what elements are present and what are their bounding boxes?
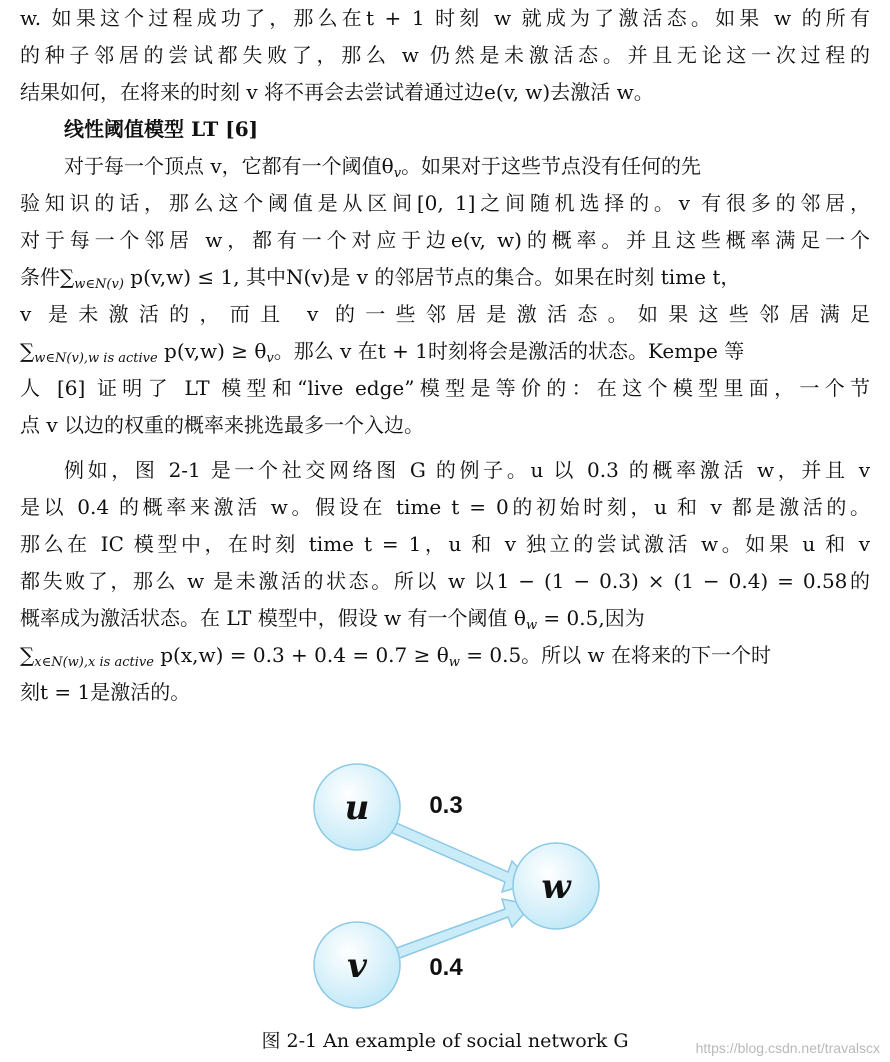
social-network-figure bbox=[300, 755, 620, 1025]
p2-line-4: 条件$\sum_{w\in N(v)}$ p(v,w) ≤ 1, 其中N(v)是 v 的邻居节点的集合。如果在时刻 time t， bbox=[20, 265, 741, 292]
p3-line-4: 都失败了，那么 w 是未激活的状态。所以 w 以1 − (1 − 0.3) × (1 − 0.4) = 0.58的 bbox=[20, 569, 870, 593]
network-graph bbox=[300, 755, 620, 1025]
node-u-label: u bbox=[344, 788, 370, 828]
node-v-label: v bbox=[347, 946, 367, 986]
edge-arrow-u-w bbox=[388, 821, 532, 892]
p3-line-1: 例如，图 2-1 是一个社交网络图 G 的例子。u 以 0.3 的概率激活 w，并且 v bbox=[64, 458, 870, 482]
edge-weight-u-w: 0.3 bbox=[429, 792, 463, 819]
p2-line-8: 点 v 以边的权重的概率来挑选最多一个入边。 bbox=[20, 413, 425, 437]
edge-weight-v-w: 0.4 bbox=[429, 954, 463, 981]
p2-line-7: 人 [6] 证明了 LT 模型和“live edge”模型是等价的：在这个模型里面，一个节 bbox=[20, 376, 870, 400]
node-w-label: w bbox=[541, 867, 571, 907]
p3-line-2: 是以 0.4 的概率来激活 w。假设在 time t = 0的初始时刻，u 和 v 都是激活的。 bbox=[20, 495, 870, 519]
p2-line-2: 验知识的话，那么这个阈值是从区间[0, 1]之间随机选择的。v 有很多的邻居， bbox=[20, 191, 870, 215]
edge-arrow-v-w bbox=[388, 899, 532, 961]
figure-caption: 图 2-1 An example of social network G bbox=[261, 1030, 629, 1052]
p2-line-6: $\sum_{w\in N(v),w is active}$ $p(v,w) \ge \theta_v$。那么 v 在t + 1时刻将会是激活的状态。Kempe 等 bbox=[20, 339, 745, 366]
watermark-url: https://blog.csdn.net/travalscx bbox=[695, 1040, 880, 1056]
p3-line-7: 刻t = 1是激活的。 bbox=[20, 680, 191, 704]
p1-line-1: w. 如果这个过程成功了，那么在t + 1 时刻 w 就成为了激活态。如果 w 的所有 bbox=[20, 6, 870, 30]
p1-line-2: 的种子邻居的尝试都失败了，那么 w 仍然是未激活态。并且无论这一次过程的 bbox=[20, 43, 870, 67]
p3-line-5: 概率成为激活状态。在 LT 模型中，假设 w 有一个阈值 $\theta_w = 0.5$,因为 bbox=[20, 606, 645, 633]
p3-line-6: $\sum_{x\in N(w),x is active}$ $p(x,w) = 0.3 + 0.4 = 0.7 \ge \theta_w = 0.5$。所以 w 在将来的下一个时 bbox=[20, 643, 772, 670]
p1-line-3: 结果如何，在将来的时刻 v 将不再会去尝试着通过边e(v, w)去激活 w。 bbox=[20, 80, 654, 104]
p3-line-3: 那么在 IC 模型中，在时刻 time t = 1，u 和 v 独立的尝试激活 w。如果 u 和 v bbox=[20, 532, 870, 556]
section-heading: 线性阈值模型 LT [6] bbox=[64, 117, 259, 141]
p2-line-1: 对于每一个顶点 v，它都有一个阈值$\theta_v$。如果对于这些节点没有任何的先 bbox=[64, 154, 702, 181]
p2-line-5: v 是未激活的，而且 v 的一些邻居是激活态。如果这些邻居满足 bbox=[20, 302, 870, 326]
p2-line-3: 对于每一个邻居 w，都有一个对应于边e(v, w)的概率。并且这些概率满足一个 bbox=[20, 228, 870, 252]
